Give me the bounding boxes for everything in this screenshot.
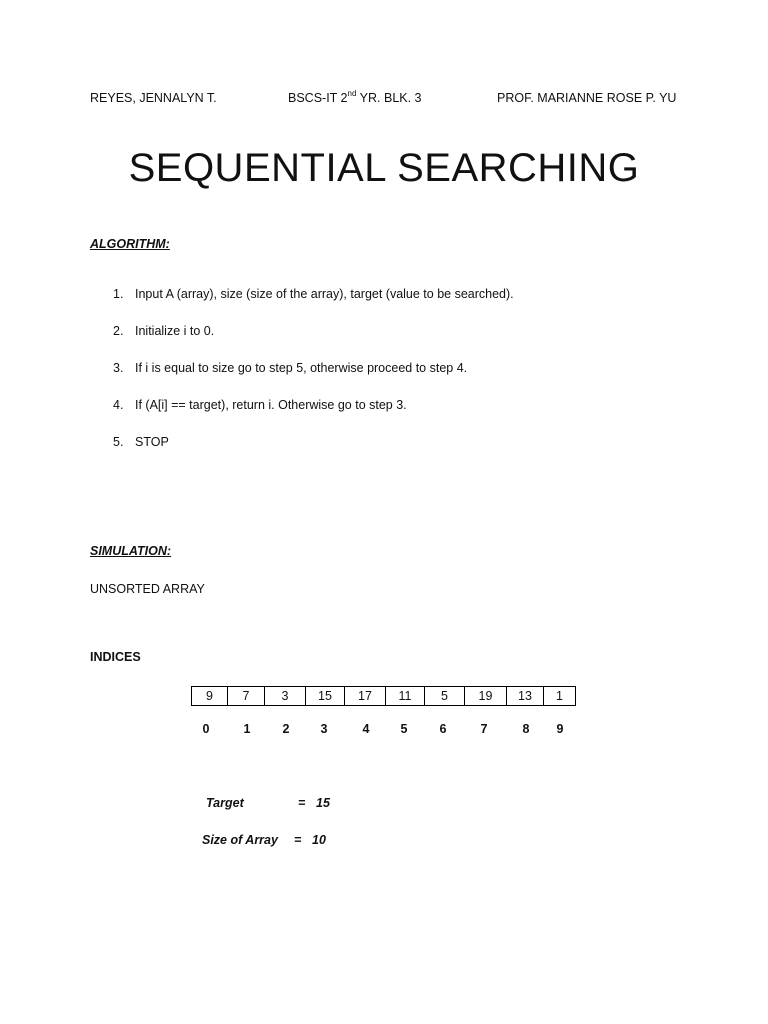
step-number: 2. [113, 324, 124, 338]
array-cell: 11 [386, 687, 425, 706]
size-label: Size of Array [202, 833, 278, 847]
index-label: 2 [282, 722, 290, 736]
page-title: SEQUENTIAL SEARCHING [128, 146, 640, 190]
index-label: 1 [243, 722, 251, 736]
target-equals: = [298, 796, 306, 810]
simulation-heading: SIMULATION: [90, 544, 172, 558]
array-cell: 13 [507, 687, 544, 706]
step-text: STOP [135, 435, 169, 449]
step-text: If (A[i] == target), return i. Otherwise go to step 3. [135, 398, 407, 412]
indices-label: INDICES [90, 650, 141, 664]
step-number: 4. [113, 398, 124, 412]
index-label: 0 [202, 722, 210, 736]
array-cell: 5 [425, 687, 465, 706]
index-label: 6 [439, 722, 447, 736]
algorithm-heading: ALGORITHM: [90, 237, 170, 251]
course-suffix: YR. BLK. 3 [356, 91, 422, 105]
course-prefix: BSCS-IT 2 [288, 91, 348, 105]
index-label: 4 [362, 722, 370, 736]
array-row [192, 687, 576, 706]
course-superscript: nd [347, 89, 357, 98]
index-row [0, 722, 768, 740]
target-value: 15 [316, 796, 330, 810]
step-number: 5. [113, 435, 124, 449]
array-cell: 9 [192, 687, 228, 706]
array-cell: 19 [465, 687, 507, 706]
array-cell: 17 [345, 687, 386, 706]
target-label: Target [206, 796, 244, 810]
index-label: 5 [400, 722, 408, 736]
size-value: 10 [312, 833, 326, 847]
student-name: REYES, JENNALYN T. [90, 91, 217, 105]
document-header [0, 91, 768, 109]
step-number: 3. [113, 361, 124, 375]
index-label: 9 [556, 722, 564, 736]
step-text: If i is equal to size go to step 5, otherwise proceed to step 4. [135, 361, 468, 375]
step-number: 1. [113, 287, 124, 301]
array-table [191, 686, 576, 706]
course-section [288, 91, 422, 105]
array-cell: 1 [544, 687, 576, 706]
step-text: Input A (array), size (size of the array), target (value to be searched). [135, 287, 514, 301]
array-type-label: UNSORTED ARRAY [90, 582, 205, 596]
index-label: 7 [480, 722, 488, 736]
index-label: 8 [522, 722, 530, 736]
professor-name: PROF. MARIANNE ROSE P. YU [497, 91, 677, 105]
array-cell: 15 [306, 687, 345, 706]
step-text: Initialize i to 0. [135, 324, 215, 338]
size-equals: = [294, 833, 302, 847]
array-cell: 3 [265, 687, 306, 706]
index-label: 3 [320, 722, 328, 736]
array-cell: 7 [228, 687, 265, 706]
